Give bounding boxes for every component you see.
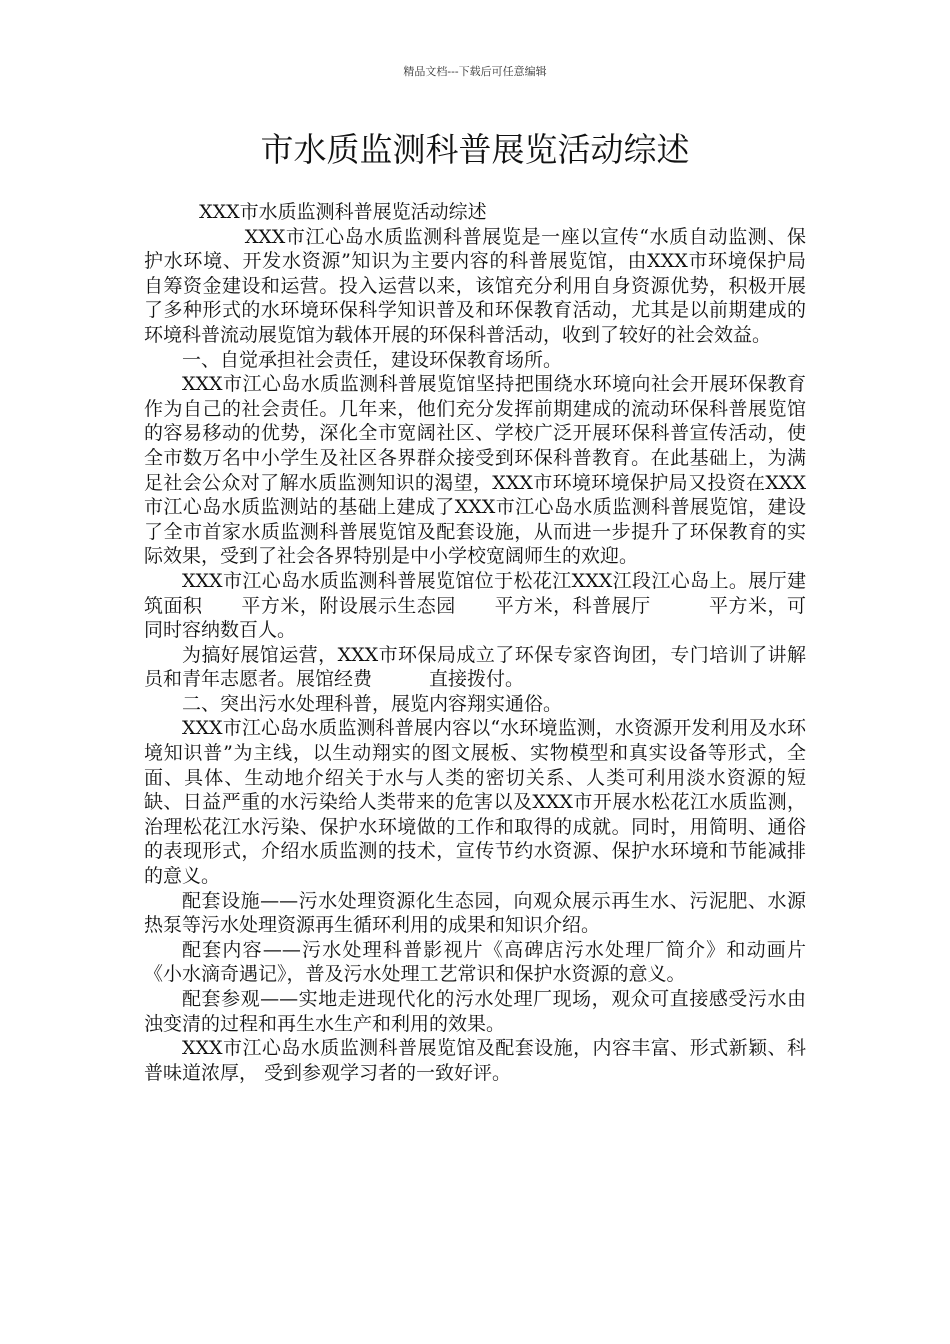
paragraph: XXX市江心岛水质监测科普展览馆位于松花江XXX江段江心岛上。展厅建筑面积 平方米，附设展示生态园 平方米，科普展厅 平方米，可同时容纳数百人。 [144,569,806,642]
section-heading-1: 一、自觉承担社会责任，建设环保教育场所。 [182,348,563,371]
paragraph: XXX市江心岛水质监测科普展内容以“水环境监测，水资源开发利用及水环境知识普”为主线，以生动翔实的图文展板、实物模型和真实设备等形式，全面、具体、生动地介绍关于水与人类的密切关系、人类可利用淡水资源的短缺、日益严重的水污染给人类带来的危害以及XXX市开展水松花江水质监测，治理松花江水污染、保护水环境做的工作和取得的成就。同时，用简明、通俗的表现形式，介绍水质监测的技术，宣传节约水资源、保护水环境和节能减排的意义。 [144,717,806,888]
paragraph: 配套参观——实地走进现代化的污水处理厂现场，观众可直接感受污水由浊变清的过程和再生水生产和利用的效果。 [144,988,806,1035]
section-heading-2: 二、突出污水处理科普，展览内容翔实通俗。 [182,692,563,715]
header-note: 精品文档---下载后可任意编辑 [403,65,547,78]
paragraph: XXX市江心岛水质监测科普展览馆坚持把围绕水环境向社会开展环保教育作为自己的社会责任。几年来，他们充分发挥前期建成的流动环保科普展览馆的容易移动的优势，深化全市宽阔社区、学校广泛开展环保科普宣传活动，使全市数万名中小学生及社区各界群众接受到环保科普教育。在此基础上，为满足社会公众对了解水质监测知识的渴望，XXX市环境环境保护局又投资在XXX市江心岛水质监测站的基础上建成了XXX市江心岛水质监测科普展览馆，建设了全市首家水质监测科普展览馆及配套设施，从而进一步提升了环保教育的实际效果，受到了社会各界特别是中小学校宽阔师生的欢迎。 [144,373,806,568]
document-body [144,200,806,1085]
document-title: 市水质监测科普展览活动综述 [260,130,690,169]
paragraph: 配套内容——污水处理科普影视片《高碑店污水处理厂简介》和动画片《小水滴奇遇记》，普及污水处理工艺常识和保护水资源的意义。 [144,938,806,986]
paragraph: 配套设施——污水处理资源化生态园，向观众展示再生水、污泥肥、水源热泵等污水处理资源再生循环利用的成果和知识介绍。 [144,889,806,937]
paragraph-intro: XXX市江心岛水质监测科普展览是一座以宣传“水质自动监测、保护水环境、开发水资源”知识为主要内容的科普展览馆，由XXX市环境保护局 自筹资金建设和运营。投入运营以来，该馆充分利用自身资源优势，积极开展了多种形式的水环境环保科学知识普及和环保教育活动，尤其是以前期建成的环境科普流动展览馆为载体开展的环保科普活动，收到了较好的社会效益。 [144,225,806,346]
paragraph: 为搞好展馆运营，XXX市环保局成立了环保专家咨询团，专门培训了讲解员和青年志愿者。展馆经费 直接拨付。 [144,643,806,691]
body-subtitle: XXX市水质监测科普展览活动综述 [199,201,487,223]
paragraph: XXX市江心岛水质监测科普展览馆及配套设施，内容丰富、形式新颖、科普味道浓厚， 受到参观学习者的一致好评。 [144,1037,806,1084]
